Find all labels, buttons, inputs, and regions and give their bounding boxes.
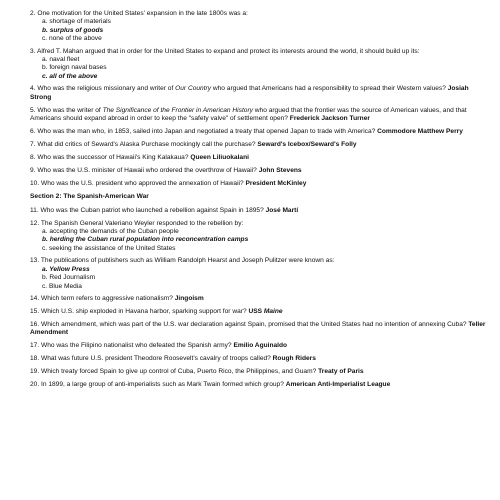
question-text: 20. In 1899, a large group of anti-imperialists such as Mark Twain formed which group? [30, 381, 286, 389]
option-a: a. shortage of materials [42, 18, 111, 26]
answer: Frederick Jackson Turner [289, 115, 370, 123]
question-16 [30, 321, 486, 338]
answer: Queen Liliuokalani [190, 154, 249, 162]
answer: José Martí [265, 206, 299, 214]
question-text: 15. Which U.S. ship exploded in Havana harbor, sparking support for war? [30, 307, 249, 315]
question-text: 10. Who was the U.S. president who approved the annexation of Hawaii? [30, 180, 246, 188]
question-text: 14. Which term refers to aggressive nationalism? [30, 294, 175, 302]
option-a: a. accepting the demands of the Cuban people [42, 228, 179, 236]
question-9 [30, 167, 486, 175]
question-3 [30, 48, 486, 82]
question-5 [30, 107, 486, 124]
option-c-correct: c. all of the above [42, 72, 98, 80]
question-2 [30, 10, 486, 44]
book-title: Our Country [175, 85, 212, 93]
question-text: 18. What was future U.S. president Theodore Roosevelt's cavalry of troops called? [30, 355, 273, 363]
answer: Commodore Matthew Perry [377, 128, 463, 136]
question-text: 12. The Spanish General Valeriano Weyler responded to the rebellion by: [30, 219, 244, 227]
question-12 [30, 220, 486, 254]
answer: Treaty of Paris [318, 368, 364, 376]
question-8 [30, 154, 486, 162]
question-6 [30, 128, 486, 136]
option-b-correct: b. surplus of goods [42, 26, 104, 34]
question-20 [30, 381, 486, 389]
option-c: c. none of the above [42, 35, 102, 43]
options-list [30, 228, 486, 253]
option-b: b. foreign naval bases [42, 64, 107, 72]
answer: Josiah Strong [30, 85, 469, 101]
question-18 [30, 355, 486, 363]
option-a-correct: a. Yellow Press [42, 265, 90, 273]
answer: President McKinley [245, 180, 307, 188]
options-list [30, 18, 486, 43]
question-10 [30, 180, 486, 188]
question-19 [30, 368, 486, 376]
answer-ship-name: Maine [263, 307, 283, 315]
question-13 [30, 257, 486, 291]
question-text: 6. Who was the man who, in 1853, sailed into Japan and negotiated a treaty that opened Japan to trade with America? [30, 128, 378, 136]
option-a: a. naval fleet [42, 56, 80, 64]
question-14 [30, 295, 486, 303]
question-17 [30, 342, 486, 350]
book-title: The Significance of the Frontier in American History [102, 106, 253, 114]
section-heading: Section 2: The Spanish-American War [30, 193, 149, 201]
option-b-correct: b. herding the Cuban rural population into reconcentration camps [42, 236, 249, 244]
question-text-post: who argued that the frontier was the source of American values, and that Americans should expand abroad in order to keep the "safety valve" of settlement open? [30, 106, 467, 123]
question-text-pre: 5. Who was the writer of [30, 106, 103, 114]
question-text: 3. Alfred T. Mahan argued that in order for the United States to expand and protect its interests around the world, it should build up its: [30, 47, 420, 55]
answer-prefix: USS [248, 307, 264, 315]
question-text: 17. Who was the Filipino nationalist who defeated the Spanish army? [30, 342, 234, 350]
option-c: c. Blue Media [42, 282, 82, 290]
answer: John Stevens [258, 167, 302, 175]
option-b: b. Red Journalism [42, 274, 96, 282]
question-text: 16. Which amendment, which was part of the U.S. war declaration against Spain, promised that the United States had no intention of annexing Cuba? [30, 320, 469, 328]
answer: Teller Amendment [30, 320, 486, 337]
question-text: 2. One motivation for the United States' expansion in the late 1800s was a: [30, 10, 248, 17]
answer: Emilio Aguinaldo [233, 342, 288, 350]
option-c: c. seeking the assistance of the United States [42, 244, 176, 252]
question-text: 11. Who was the Cuban patriot who launched a rebellion against Spain in 1895? [30, 206, 266, 214]
question-text: 19. Which treaty forced Spain to give up control of Cuba, Puerto Rico, the Philippines, and Guam? [30, 368, 319, 376]
question-text-post: who argued that Americans had a responsibility to spread their Western values? [211, 85, 448, 93]
question-text: 7. What did critics of Seward's Alaska Purchase mockingly call the purchase? [30, 141, 258, 149]
answer: American Anti-Imperialist League [285, 381, 391, 389]
question-text: 13. The publications of publishers such as William Randolph Hearst and Joseph Pulitzer were known as: [30, 257, 335, 265]
answer: Jingoism [174, 294, 204, 302]
question-text: 8. Who was the successor of Hawaii's King Kalakaua? [30, 154, 191, 162]
answer: Rough Riders [272, 355, 316, 363]
question-text-pre: 4. Who was the religious missionary and writer of [30, 85, 176, 93]
answer: Seward's Icebox/Seward's Folly [257, 141, 357, 149]
question-text: 9. Who was the U.S. minister of Hawaii who ordered the overthrow of Hawaii? [30, 167, 259, 175]
question-4 [30, 85, 486, 102]
question-11 [30, 207, 486, 215]
options-list [30, 56, 486, 81]
options-list [30, 266, 486, 291]
question-15 [30, 308, 486, 316]
question-7 [30, 141, 486, 149]
